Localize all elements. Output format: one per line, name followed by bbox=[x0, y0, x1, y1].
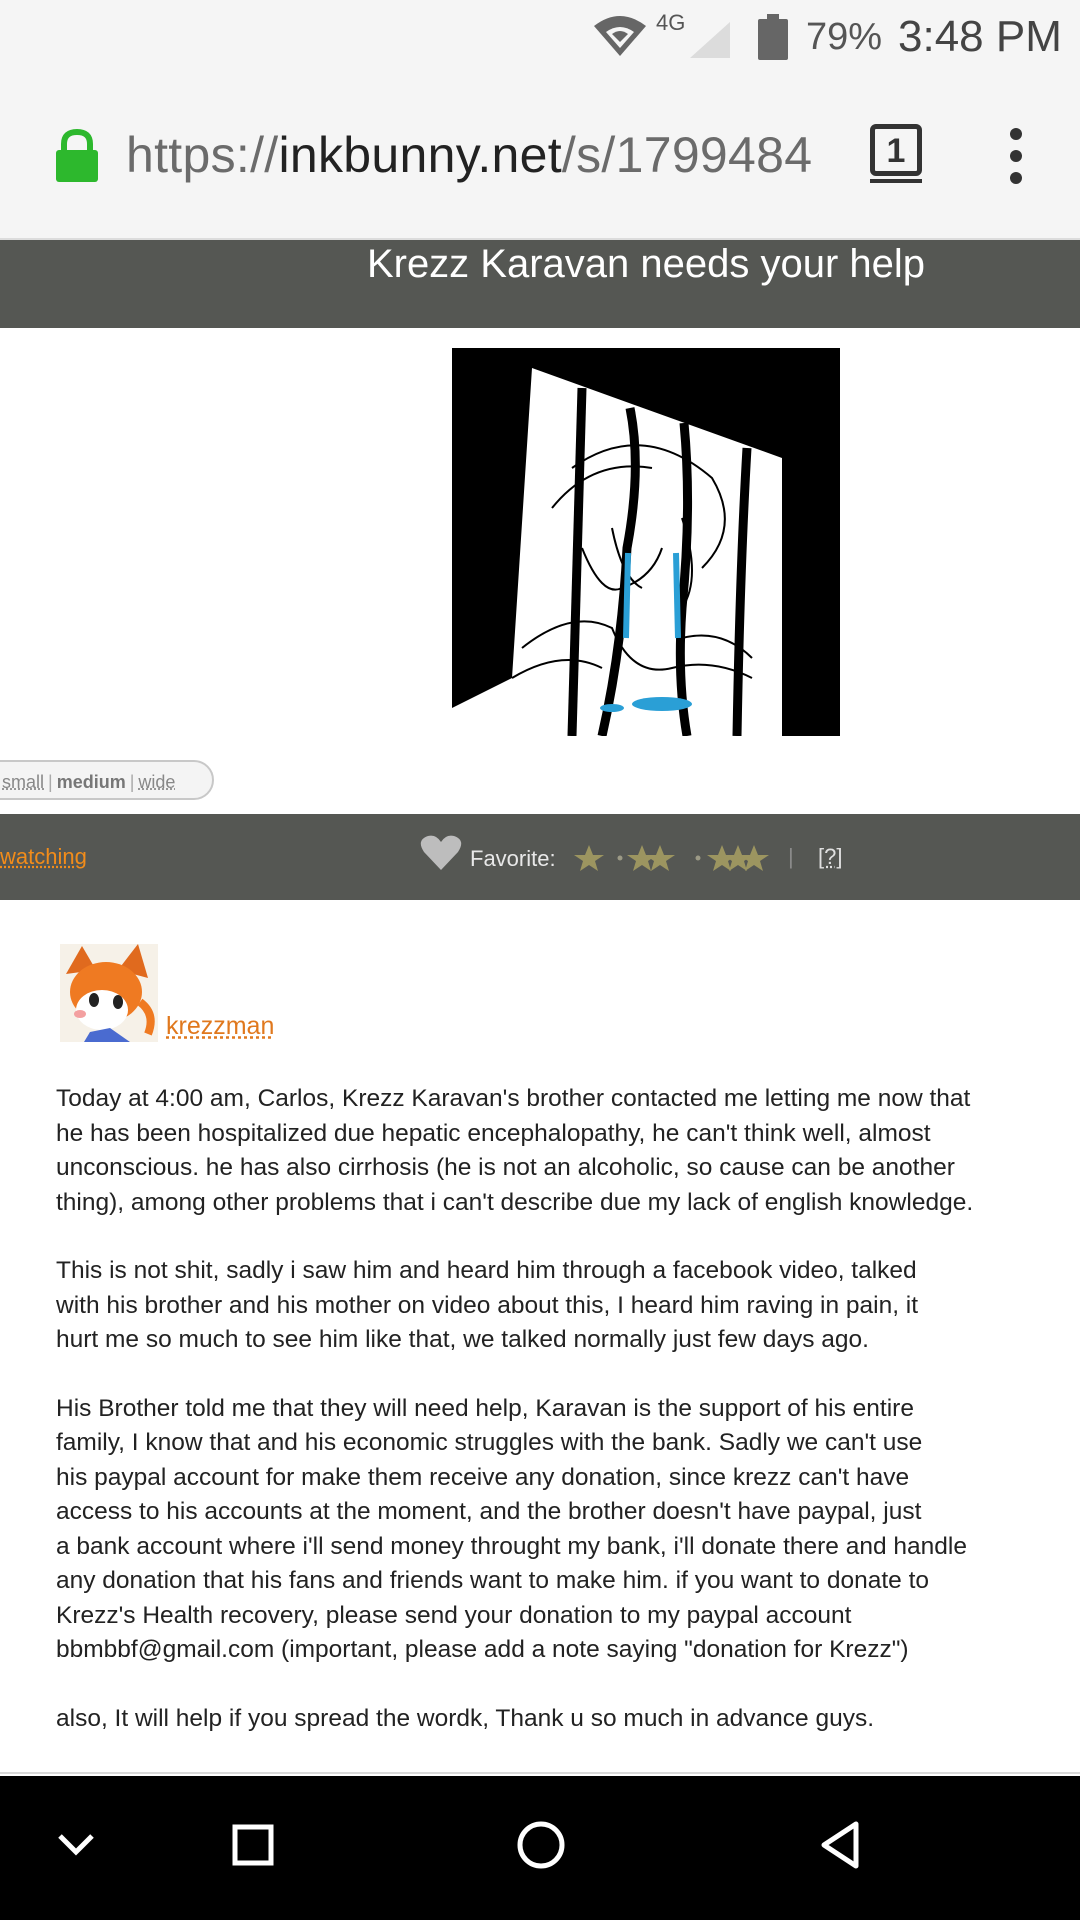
avatar[interactable] bbox=[60, 944, 158, 1042]
favorite-separator: | bbox=[788, 844, 794, 869]
star-rating-2[interactable] bbox=[627, 845, 675, 871]
heart-icon[interactable] bbox=[420, 834, 462, 872]
battery-icon bbox=[758, 14, 788, 60]
system-navigation-bar bbox=[0, 1776, 1080, 1920]
divider bbox=[0, 1772, 1080, 1774]
page-title: Krezz Karavan needs your help bbox=[366, 242, 926, 286]
size-wide-link[interactable]: wide bbox=[138, 772, 176, 792]
clock: 3:48 PM bbox=[898, 12, 1062, 61]
favorite-bar bbox=[0, 814, 1080, 900]
wifi-icon bbox=[592, 12, 648, 60]
favorite-star-ratings bbox=[572, 844, 772, 872]
url-field[interactable] bbox=[126, 126, 812, 184]
network-type: 4G bbox=[656, 10, 686, 35]
lock-icon bbox=[54, 128, 100, 182]
size-small-link[interactable]: small bbox=[2, 772, 45, 792]
recents-icon[interactable] bbox=[232, 1824, 274, 1866]
favorite-help-link[interactable]: [?] bbox=[818, 844, 843, 869]
home-icon[interactable] bbox=[516, 1820, 566, 1870]
status-bar bbox=[0, 0, 1080, 74]
browser-toolbar bbox=[0, 74, 1080, 240]
overflow-menu-button[interactable] bbox=[1004, 128, 1028, 184]
submission-image[interactable] bbox=[452, 348, 840, 736]
author-link[interactable]: krezzman bbox=[166, 1012, 275, 1040]
artwork-drawing bbox=[452, 348, 840, 736]
star-rating-1[interactable] bbox=[574, 845, 604, 871]
url-scheme: https:// bbox=[126, 127, 279, 183]
back-icon[interactable] bbox=[818, 1820, 862, 1870]
chevron-down-icon[interactable] bbox=[56, 1830, 96, 1858]
signal-icon bbox=[690, 22, 730, 58]
title-bar bbox=[0, 240, 1080, 328]
battery-percent: 79% bbox=[806, 16, 883, 58]
favorite-label: Favorite: bbox=[470, 846, 556, 871]
description-paragraph: This is not shit, sadly i saw him and heard him through a facebook video, talked with his brother and his mother on video about this, I heard him raving in pain, it hurt me so much to see him like that, we talked normally just few days ago. bbox=[56, 1257, 919, 1353]
submission-description bbox=[56, 1082, 1056, 1770]
star-rating-3[interactable] bbox=[707, 845, 769, 871]
watching-link[interactable]: watching bbox=[0, 844, 87, 869]
url-path: /s/1799484 bbox=[561, 127, 813, 183]
size-medium-current: medium bbox=[56, 772, 126, 792]
image-size-switch: small | medium | wide bbox=[0, 760, 214, 800]
description-paragraph: also, It will help if you spread the wordk, Thank u so much in advance guys. bbox=[56, 1704, 875, 1732]
description-paragraph: Today at 4:00 am, Carlos, Krezz Karavan's brother contacted me letting me now that he has been hospitalized due hepatic encephalopathy, he can't think well, almost unconscious. he has also cirrhosis (he is not an alcoholic, so cause can be another thing), among other problems that i can't describe due my lack of english knowledge. bbox=[56, 1085, 974, 1216]
description-paragraph: His Brother told me that they will need help, Karavan is the support of his entire family, I know that and his economic struggles with the bank. Sadly we can't use his paypal account for make them receive any donation, since krezz can't have access to his accounts at the moment, and the brother doesn't have paypal, just a bank account where i'll send money throught my bank, i'll donate there and handle any donation that his fans and friends want to make him. if you want to donate to Krezz's Health recovery, please send your donation to my paypal account bbmbbf@gmail.com (important, please add a note saying "donation for Krezz") bbox=[56, 1394, 967, 1663]
url-host: inkbunny.net bbox=[278, 127, 562, 183]
tab-switcher-button[interactable]: 1 bbox=[870, 124, 922, 176]
